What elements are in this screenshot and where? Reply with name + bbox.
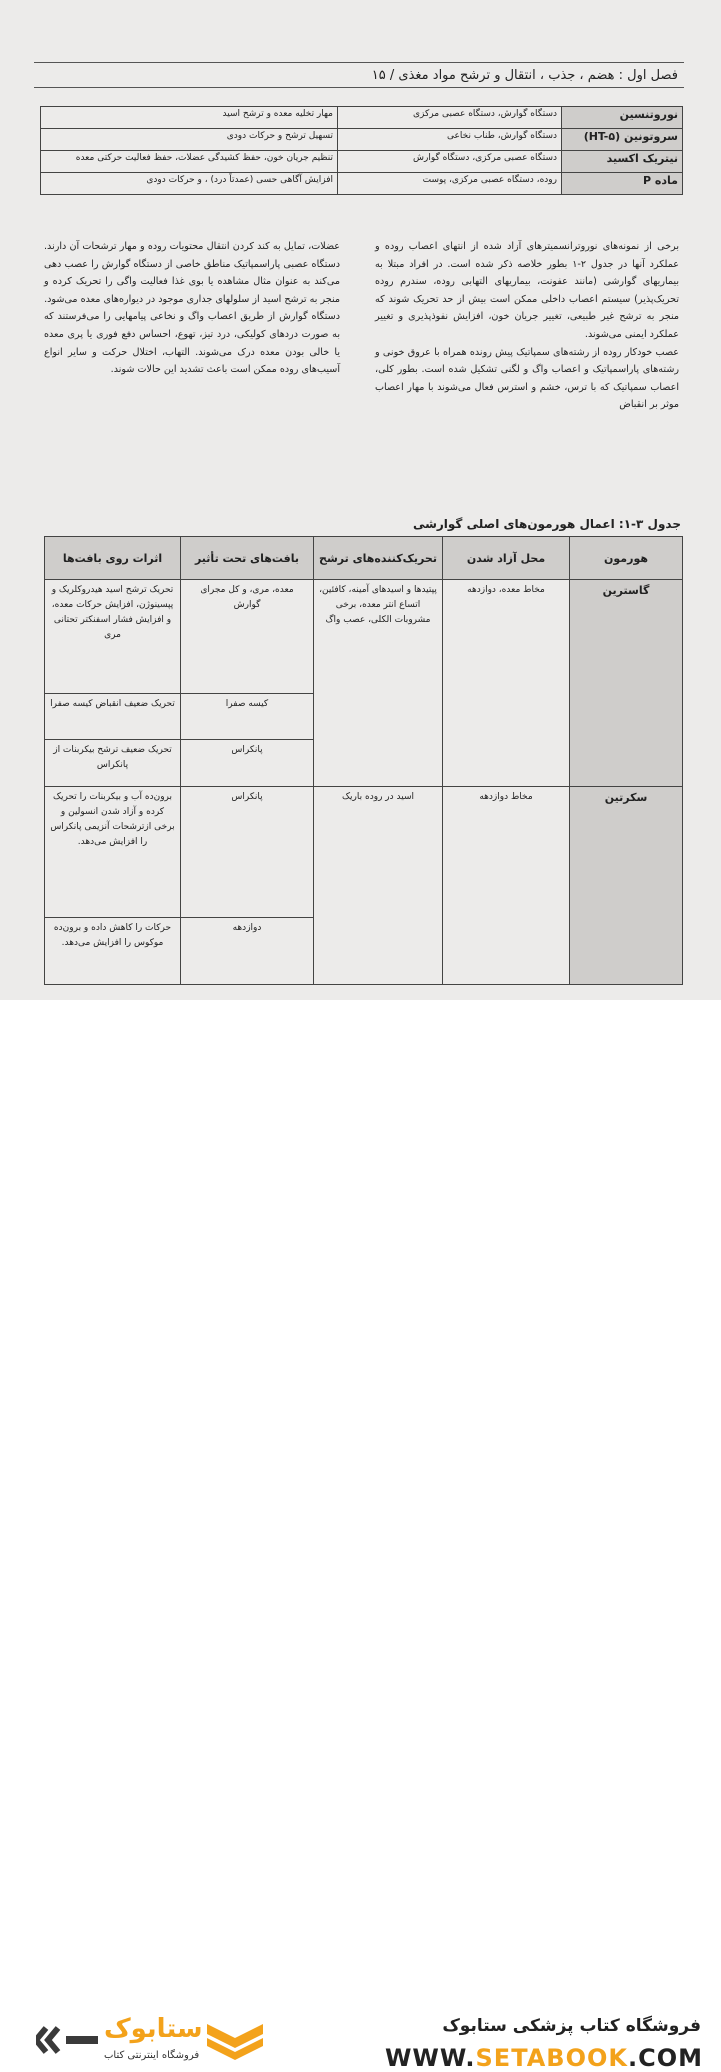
- table-cell: پانکراس: [181, 740, 314, 787]
- shop-name: فروشگاه کتاب پزشکی ستابوک: [442, 2016, 701, 2036]
- setabook-logo-icon: [36, 2020, 100, 2060]
- paragraph: دستگاه گوارش از طریق اعصاب واگ و نخاعی پیامهایی را می‌فرستند که به صورت دردهای کولیکی، درد تیز، تهوع، احساس دفع فوری یا پری معده یا خالی بودن معده درک می‌شوند. التهاب، اختلال حرکت و سایر انواع آسیب‌های روده ممکن است باعث تشدید این حالات شوند.: [44, 311, 340, 376]
- logo-text: ستابوک: [104, 2014, 203, 2044]
- table-cell: تسهیل ترشح و حرکات دودی: [41, 129, 338, 151]
- table-cell: تحریک ضعیف ترشح بیکربنات از پانکراس: [45, 740, 181, 787]
- table-cell: پپتیدها و اسیدهای آمینه، کافئین، اتساع انتر معده، برخی مشروبات الکلی، عصب واگ: [314, 580, 443, 787]
- table-cell: نیتریک اکسید: [562, 151, 683, 173]
- chevron-logo-icon: [205, 2018, 265, 2062]
- page-header: [34, 62, 684, 88]
- table-cell: تحریک ترشح اسید هیدروکلریک و پپسینوژن، افزایش حرکات معده، و افزایش فشار اسفنکتر تحتانی مری: [45, 580, 181, 694]
- table-cell: گاسترین: [570, 580, 683, 787]
- table-cell: برون‌ده آب و بیکربنات را تحریک کرده و آزاد شدن انسولین و برخی ازترشحات آنزیمی پانکراس را افزایش می‌دهد.: [45, 787, 181, 918]
- table-cell: حرکات را کاهش داده و برون‌ده موکوس را افزایش می‌دهد.: [45, 918, 181, 985]
- table-cell: تحریک ضعیف انقباض کیسه صفرا: [45, 693, 181, 740]
- table-cell: سکرتین: [570, 787, 683, 985]
- table-cell: پانکراس: [181, 787, 314, 918]
- left-text-column: [44, 238, 340, 379]
- table-cell: نوروتنسین: [562, 107, 683, 129]
- hormone-table: [44, 536, 683, 985]
- url-prefix: WWW.: [384, 2044, 476, 2072]
- paragraph: عصب خودکار روده از رشته‌های سمپاتیک پیش رونده همراه با عروق خونی و رشته‌های پاراسمپاتیک و اعصاب واگ و لگنی تشکیل شده است. بطور کلی، اعصاب سمپاتیک که با ترس، خشم و استرس فعال می‌شوند با مهار اعصاب موثر بر انقباض: [375, 346, 679, 411]
- table-row: [45, 580, 683, 694]
- paragraph: برخی از نمونه‌های نوروترانسمیترهای آزاد شده از انتهای اعصاب روده و عملکرد آنها در جدول ۲-۱ بطور خلاصه ذکر شده است. در افراد مبتلا به بیماریهای گوارشی (مانند عفونت، بیماریهای التهابی روده، سندرم روده تحریک‌پذیر) سیستم اعصاب داخلی ممکن است بیش از حد تحریک شوند که منجر به ترشح غیر طبیعی، تغییر جریان خون، افزایش نفوذپذیری و تغییر عملکرد ایمنی می‌شوند.: [375, 241, 679, 340]
- table-cell: کیسه صفرا: [181, 693, 314, 740]
- website-url[interactable]: [385, 2044, 703, 2072]
- right-text-column: [375, 238, 679, 414]
- table-cell: افزایش آگاهی حسی (عمدتاً درد) ، و حرکات دودی: [41, 173, 338, 195]
- column-header: اثرات روی بافت‌ها: [45, 537, 181, 580]
- table-cell: ماده P: [562, 173, 683, 195]
- neurotransmitter-table: [40, 106, 683, 195]
- table-cell: دستگاه عصبی مرکزی، دستگاه گوارش: [338, 151, 562, 173]
- column-header: محل آزاد شدن: [443, 537, 570, 580]
- table-cell: مخاط معده، دوازدهه: [443, 580, 570, 787]
- table-row: [41, 151, 683, 173]
- table-cell: دستگاه گوارش، دستگاه عصبی مرکزی: [338, 107, 562, 129]
- table-cell: مخاط دوازدهه: [443, 787, 570, 985]
- column-header: تحریک‌کننده‌های ترشح: [314, 537, 443, 580]
- table-cell: روده، دستگاه عصبی مرکزی، پوست: [338, 173, 562, 195]
- table-row: [41, 129, 683, 151]
- column-header: بافت‌های تحت تأثیر: [181, 537, 314, 580]
- page-header-title: فصل اول : هضم ، جذب ، انتقال و ترشح مواد مغذی / ۱۵: [371, 67, 678, 83]
- logo-subtitle: فروشگاه اینترنتی کتاب: [104, 2050, 200, 2061]
- book-page: [0, 0, 721, 1000]
- paragraph: عضلات، تمایل به کند کردن انتقال محتویات روده و مهار ترشحات آن دارند. دستگاه عصبی پاراسمپاتیک مناطق خاصی از دستگاه گوارش را عصب دهی می‌کند به عنوان مثال مشاهده یا بوی غذا فعالیت واگی را تحریک کرده و منجر به ترشح اسید از سلولهای جداری موجود در دیواره‌های معده می‌شود.: [44, 241, 340, 305]
- column-header: هورمون: [570, 537, 683, 580]
- table-row: [41, 173, 683, 195]
- footer-banner: [0, 1000, 721, 2072]
- table-cell: دوازدهه: [181, 918, 314, 985]
- url-suffix: .COM: [627, 2044, 703, 2072]
- table-cell: مهار تخلیه معده و ترشح اسید: [41, 107, 338, 129]
- table-cell: دستگاه گوارش، طناب نخاعی: [338, 129, 562, 151]
- table-cell: تنظیم جریان خون، حفظ کشیدگی عضلات، حفظ فعالیت حرکتی معده: [41, 151, 338, 173]
- url-brand: SETABOOK: [475, 2044, 628, 2072]
- table-cell: معده، مری، و کل مجرای گوارش: [181, 580, 314, 694]
- table-cell: اسید در روده باریک: [314, 787, 443, 985]
- table-row: [41, 107, 683, 129]
- table-header-row: [45, 537, 683, 580]
- table-cell: سروتونین (HT-۵): [562, 129, 683, 151]
- table-row: [45, 787, 683, 918]
- table-caption: جدول ۳-۱: اعمال هورمون‌های اصلی گوارشی: [412, 517, 681, 531]
